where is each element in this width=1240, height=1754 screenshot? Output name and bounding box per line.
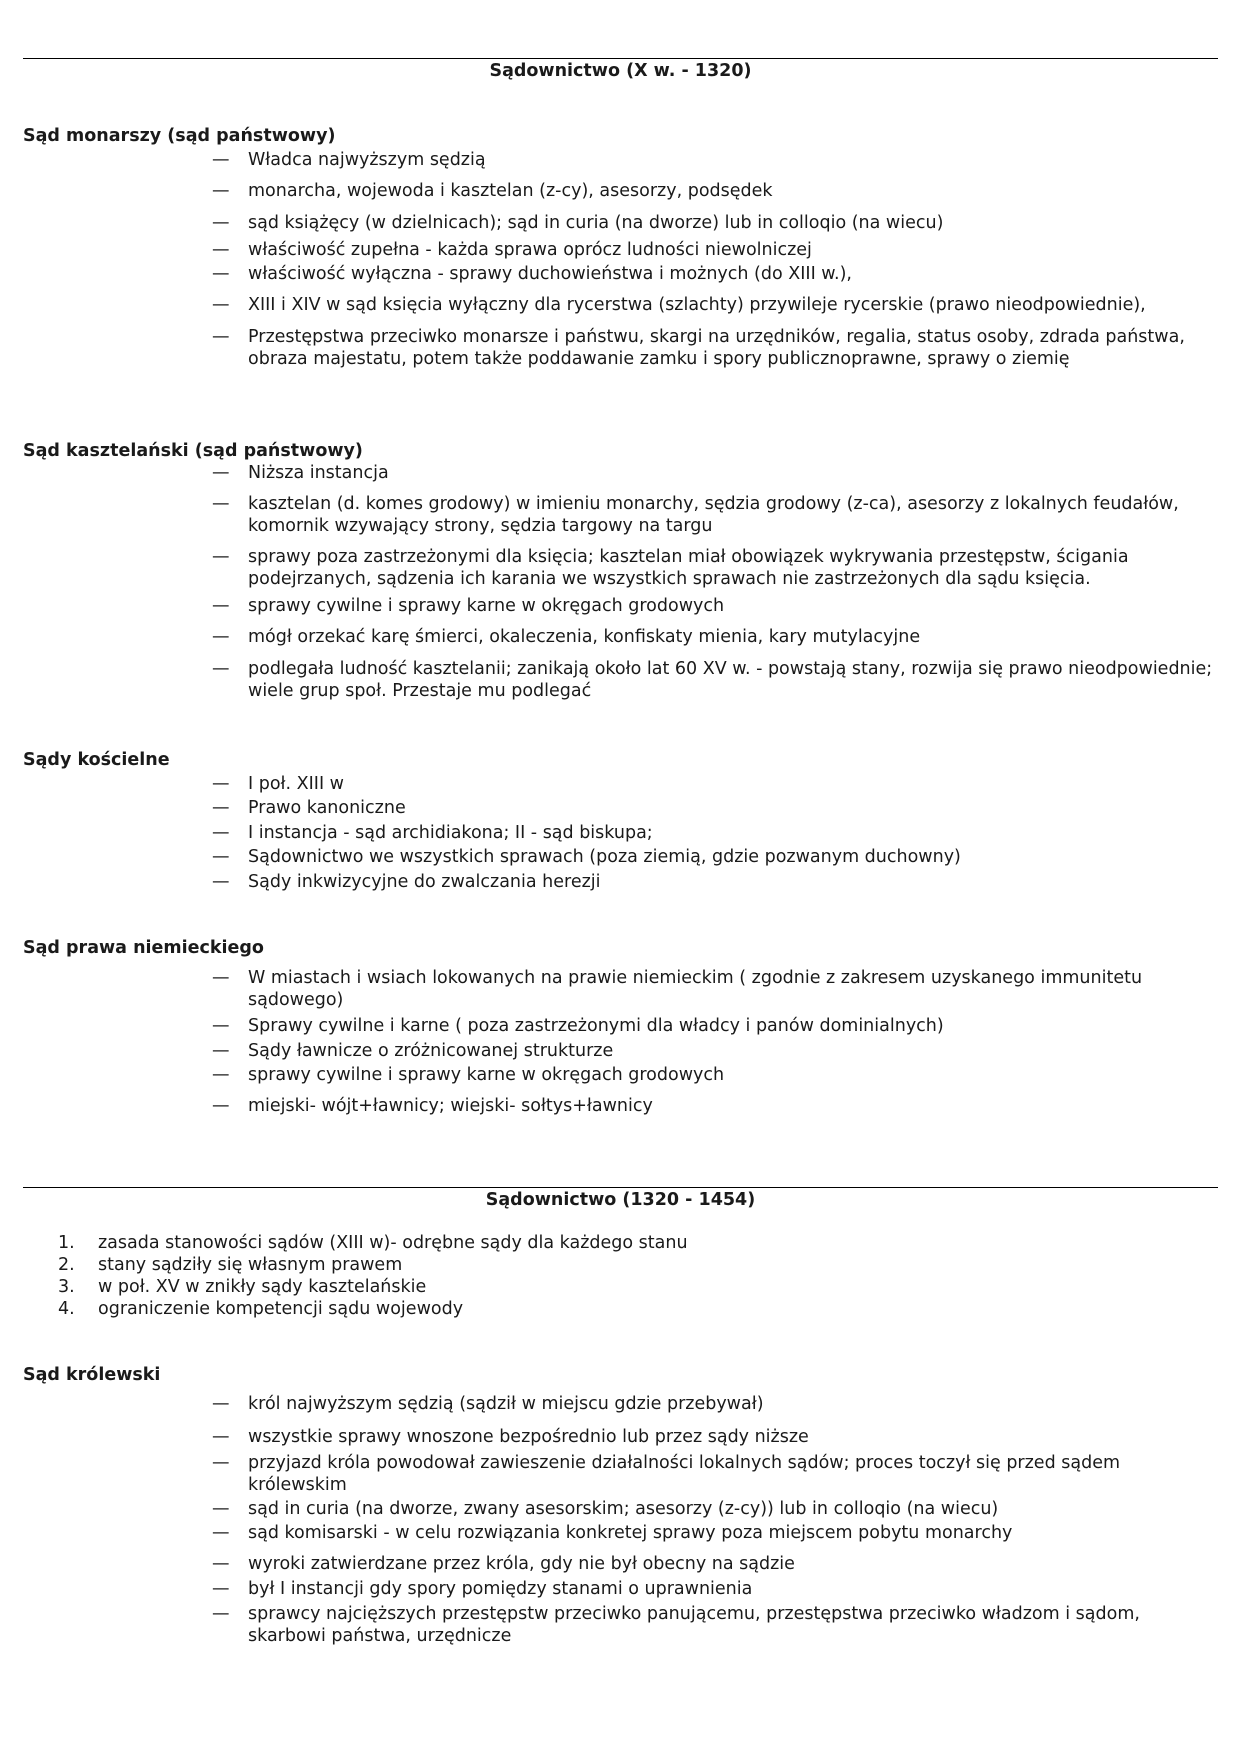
- list-item-text: właściwość wyłączna - sprawy duchowieństwa i możnych (do XIII w.),: [248, 264, 852, 284]
- numbered-item-text: ograniczenie kompetencji sądu wojewody: [98, 1299, 464, 1319]
- list-item-text: właściwość zupełna - każda sprawa oprócz ludności niewolniczej: [248, 240, 812, 260]
- list-item: [212, 846, 1218, 868]
- group-heading: Sąd prawa niemieckiego: [23, 938, 264, 958]
- section-divider: [23, 1187, 1218, 1188]
- list-item: [212, 263, 1218, 285]
- list-item-text: kasztelan (d. komes grodowy) w imieniu monarchy, sędzia grodowy (z-ca), asesorzy z lokalnych feudałów, komornik wzywający strony, sędzia targowy na targu: [248, 494, 1179, 536]
- dash-bullet: —: [212, 627, 230, 647]
- list-item: [212, 239, 1218, 261]
- list-item: [212, 1603, 1218, 1647]
- dash-bullet: —: [212, 1554, 230, 1574]
- group-heading: Sąd monarszy (sąd państwowy): [23, 126, 336, 146]
- dash-bullet: —: [212, 264, 230, 284]
- dash-bullet: —: [212, 1016, 230, 1036]
- dash-bullet: —: [212, 240, 230, 260]
- list-item-text: XIII i XIV w sąd księcia wyłączny dla rycerstwa (szlachty) przywileje rycerskie (prawo nieodpowiednie),: [248, 295, 1146, 315]
- dash-bullet: —: [212, 1065, 230, 1085]
- list-item: [212, 180, 1218, 202]
- list-item-text: W miastach i wsiach lokowanych na prawie niemieckim ( zgodnie z zakresem uzyskanego immunitetu sądowego): [248, 968, 1143, 1010]
- list-item: [212, 871, 1218, 893]
- list-item-text: podlegała ludność kasztelanii; zanikają około lat 60 XV w. - powstają stany, rozwija się prawo nieodpowiednie; wiele grup społ. Przestaje mu podlegać: [248, 659, 1213, 701]
- list-item: [212, 294, 1218, 316]
- list-item-text: Przestępstwa przeciwko monarsze i państwu, skargi na urzędników, regalia, status osoby, zdrada państwa, obraza majestatu, potem także poddawanie zamku i spory publicznoprawne, sprawy o ziemię: [248, 327, 1185, 369]
- item-number: 1.: [58, 1233, 75, 1253]
- list-item-text: miejski- wójt+ławnicy; wiejski- sołtys+ławnicy: [248, 1096, 653, 1116]
- dash-bullet: —: [212, 1523, 230, 1543]
- list-item-text: sprawy cywilne i sprawy karne w okręgach grodowych: [248, 596, 725, 616]
- dash-bullet: —: [212, 295, 230, 315]
- list-item-text: Sądy inkwizycyjne do zwalczania herezji: [248, 872, 601, 892]
- list-item: [212, 1553, 1218, 1575]
- list-item: [212, 822, 1218, 844]
- dash-bullet: —: [212, 1579, 230, 1599]
- list-item: [212, 1522, 1218, 1544]
- list-item: [212, 1095, 1218, 1117]
- list-item: [212, 658, 1218, 702]
- dash-bullet: —: [212, 1453, 230, 1473]
- section-divider: [23, 58, 1218, 59]
- list-item: [212, 1498, 1218, 1520]
- dash-bullet: —: [212, 968, 230, 988]
- list-item: [212, 149, 1218, 171]
- dash-bullet: —: [212, 1427, 230, 1447]
- list-item: [212, 773, 1218, 795]
- list-item-text: Niższa instancja: [248, 463, 389, 483]
- list-item-text: sąd książęcy (w dzielnicach); sąd in curia (na dworze) lub in colloqio (na wiecu): [248, 213, 944, 233]
- list-item: [212, 493, 1218, 537]
- list-item-text: król najwyższym sędzią (sądził w miejscu gdzie przebywał): [248, 1394, 764, 1414]
- list-item-text: Sądownictwo we wszystkich sprawach (poza ziemią, gdzie pozwanym duchowny): [248, 847, 961, 867]
- list-item-text: sprawy cywilne i sprawy karne w okręgach grodowych: [248, 1065, 725, 1085]
- list-item-text: monarcha, wojewoda i kasztelan (z-cy), asesorzy, podsędek: [248, 181, 773, 201]
- dash-bullet: —: [212, 798, 230, 818]
- section-title: Sądownictwo (1320 - 1454): [485, 1190, 756, 1210]
- list-item-text: sąd in curia (na dworze, zwany asesorskim; asesorzy (z-cy)) lub in colloqio (na wiecu): [248, 1499, 999, 1519]
- list-item: [212, 462, 1218, 484]
- dash-bullet: —: [212, 181, 230, 201]
- dash-bullet: —: [212, 596, 230, 616]
- list-item: [212, 1452, 1218, 1496]
- list-item-text: Sprawy cywilne i karne ( poza zastrzeżonymi dla władcy i panów dominialnych): [248, 1016, 944, 1036]
- group-heading: Sąd królewski: [23, 1365, 161, 1385]
- list-item: [212, 797, 1218, 819]
- item-number: 2.: [58, 1255, 75, 1275]
- list-item-text: sprawy poza zastrzeżonymi dla księcia; kasztelan miał obowiązek wykrywania przestępstw, ścigania podejrzanych, sądzenia ich karania we wszystkich sprawach nie zastrzeżonych dla sądu księcia.: [248, 547, 1129, 589]
- list-item: [212, 546, 1218, 590]
- list-item-text: I poł. XIII w: [248, 774, 344, 794]
- dash-bullet: —: [212, 659, 230, 679]
- list-item: [212, 1064, 1218, 1086]
- list-item: [212, 595, 1218, 617]
- list-item: [212, 1426, 1218, 1448]
- group-heading: Sąd kasztelański (sąd państwowy): [23, 441, 363, 461]
- list-item-text: sprawcy najcięższych przestępstw przeciwko panującemu, przestępstwa przeciwko władzom i sądom, skarbowi państwa, urzędnicze: [248, 1604, 1140, 1646]
- list-item-text: Sądy ławnicze o zróżnicowanej strukturze: [248, 1041, 614, 1061]
- numbered-item-text: zasada stanowości sądów (XIII w)- odrębne sądy dla każdego stanu: [98, 1233, 688, 1253]
- numbered-item-text: w poł. XV w znikły sądy kasztelańskie: [98, 1277, 427, 1297]
- list-item: [212, 212, 1218, 234]
- item-number: 4.: [58, 1299, 75, 1319]
- list-item: [212, 1040, 1218, 1062]
- list-item-text: Prawo kanoniczne: [248, 798, 406, 818]
- dash-bullet: —: [212, 847, 230, 867]
- section-title: Sądownictwo (X w. - 1320): [489, 61, 752, 81]
- list-item: [212, 967, 1218, 1011]
- list-item-text: mógł orzekać karę śmierci, okaleczenia, konfiskaty mienia, kary mutylacyjne: [248, 627, 921, 647]
- dash-bullet: —: [212, 1394, 230, 1414]
- dash-bullet: —: [212, 1604, 230, 1624]
- dash-bullet: —: [212, 494, 230, 514]
- list-item-text: I instancja - sąd archidiakona; II - sąd biskupa;: [248, 823, 653, 843]
- dash-bullet: —: [212, 213, 230, 233]
- dash-bullet: —: [212, 823, 230, 843]
- dash-bullet: —: [212, 1041, 230, 1061]
- list-item-text: Władca najwyższym sędzią: [248, 150, 486, 170]
- group-heading: Sądy kościelne: [23, 750, 170, 770]
- list-item: [212, 626, 1218, 648]
- dash-bullet: —: [212, 872, 230, 892]
- dash-bullet: —: [212, 547, 230, 567]
- list-item-text: wszystkie sprawy wnoszone bezpośrednio lub przez sądy niższe: [248, 1427, 809, 1447]
- dash-bullet: —: [212, 327, 230, 347]
- dash-bullet: —: [212, 1096, 230, 1116]
- dash-bullet: —: [212, 463, 230, 483]
- list-item-text: sąd komisarski - w celu rozwiązania konkretej sprawy poza miejscem pobytu monarchy: [248, 1523, 1013, 1543]
- list-item: [212, 326, 1218, 392]
- list-item: [212, 1578, 1218, 1600]
- dash-bullet: —: [212, 1499, 230, 1519]
- dash-bullet: —: [212, 150, 230, 170]
- dash-bullet: —: [212, 774, 230, 794]
- list-item: [212, 1393, 1218, 1415]
- numbered-item-text: stany sądziły się własnym prawem: [98, 1255, 403, 1275]
- list-item-text: przyjazd króla powodował zawieszenie działalności lokalnych sądów; proces toczył się przed sądem królewskim: [248, 1453, 1121, 1495]
- item-number: 3.: [58, 1277, 75, 1297]
- list-item-text: był I instancji gdy spory pomiędzy stanami o uprawnienia: [248, 1579, 753, 1599]
- list-item: [212, 1015, 1218, 1037]
- list-item-text: wyroki zatwierdzane przez króla, gdy nie był obecny na sądzie: [248, 1554, 795, 1574]
